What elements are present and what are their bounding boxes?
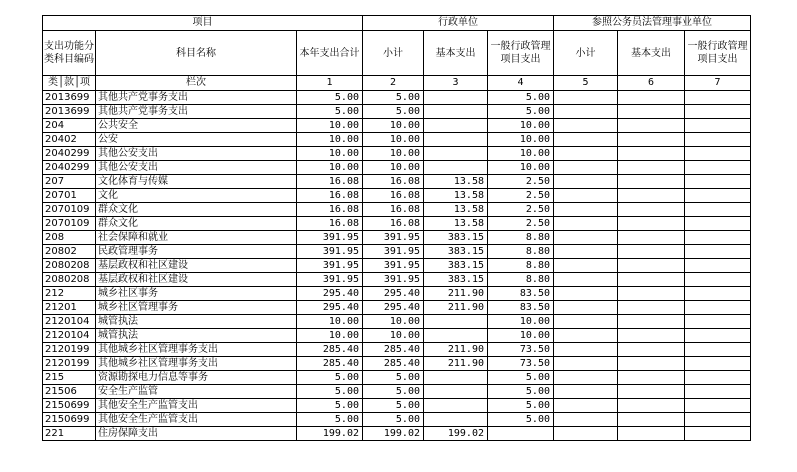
row-ref-general-admin — [685, 357, 751, 371]
row-ref-general-admin — [685, 119, 751, 133]
table-row — [43, 245, 751, 259]
row-subtotal: 10.00 — [363, 147, 424, 161]
row-subject-name: 社会保障和就业 — [96, 231, 297, 245]
row-total: 5.00 — [297, 385, 363, 399]
table-row — [43, 231, 751, 245]
row-subtotal: 5.00 — [363, 371, 424, 385]
row-code: 207 — [43, 175, 96, 189]
row-ref-basic — [618, 259, 685, 273]
header-xiang: 项 — [80, 77, 91, 88]
header-col-4: 4 — [488, 76, 554, 91]
row-subject-name: 城管执法 — [96, 329, 297, 343]
header-col-3: 3 — [424, 76, 488, 91]
row-general-admin: 5.00 — [488, 399, 554, 413]
header-col-7: 7 — [685, 76, 751, 91]
row-general-admin: 83.50 — [488, 301, 554, 315]
row-ref-basic — [618, 203, 685, 217]
row-basic — [424, 315, 488, 329]
header-general-admin: 一般行政管理项目支出 — [488, 31, 554, 76]
row-basic: 383.15 — [424, 259, 488, 273]
table-row — [43, 427, 751, 441]
row-total: 5.00 — [297, 371, 363, 385]
row-ref-subtotal — [554, 413, 618, 427]
row-ref-basic — [618, 413, 685, 427]
row-total: 199.02 — [297, 427, 363, 441]
row-ref-basic — [618, 329, 685, 343]
row-ref-basic — [618, 189, 685, 203]
row-ref-general-admin — [685, 287, 751, 301]
row-subject-name: 文化体育与传媒 — [96, 175, 297, 189]
row-subject-name: 资源勘探电力信息等事务 — [96, 371, 297, 385]
header-col-5: 5 — [554, 76, 618, 91]
row-subject-name: 其他公安支出 — [96, 147, 297, 161]
row-code: 2120104 — [43, 329, 96, 343]
row-ref-subtotal — [554, 245, 618, 259]
table-row — [43, 161, 751, 175]
row-basic: 383.15 — [424, 245, 488, 259]
row-general-admin: 2.50 — [488, 189, 554, 203]
row-basic: 13.58 — [424, 175, 488, 189]
row-ref-general-admin — [685, 371, 751, 385]
row-general-admin: 10.00 — [488, 119, 554, 133]
table-row — [43, 413, 751, 427]
row-general-admin: 5.00 — [488, 413, 554, 427]
table-row — [43, 329, 751, 343]
row-ref-subtotal — [554, 357, 618, 371]
row-basic: 211.90 — [424, 301, 488, 315]
row-ref-basic — [618, 301, 685, 315]
row-basic — [424, 161, 488, 175]
table-row — [43, 175, 751, 189]
row-ref-subtotal — [554, 301, 618, 315]
header-ref-subtotal: 小计 — [554, 31, 618, 76]
row-subtotal: 5.00 — [363, 413, 424, 427]
row-subtotal: 10.00 — [363, 119, 424, 133]
row-ref-subtotal — [554, 189, 618, 203]
table-row — [43, 147, 751, 161]
row-ref-general-admin — [685, 427, 751, 441]
row-code: 21506 — [43, 385, 96, 399]
row-ref-basic — [618, 91, 685, 105]
row-ref-general-admin — [685, 315, 751, 329]
row-general-admin: 10.00 — [488, 133, 554, 147]
row-subtotal: 391.95 — [363, 259, 424, 273]
row-basic — [424, 371, 488, 385]
row-ref-basic — [618, 371, 685, 385]
table-row — [43, 343, 751, 357]
row-subject-name: 其他共产党事务支出 — [96, 91, 297, 105]
row-ref-basic — [618, 147, 685, 161]
row-total: 10.00 — [297, 315, 363, 329]
row-subject-name: 其他安全生产监管支出 — [96, 399, 297, 413]
row-ref-subtotal — [554, 133, 618, 147]
row-total: 5.00 — [297, 399, 363, 413]
row-code: 21201 — [43, 301, 96, 315]
row-total: 10.00 — [297, 147, 363, 161]
row-code: 2080208 — [43, 259, 96, 273]
row-code: 215 — [43, 371, 96, 385]
row-ref-subtotal — [554, 217, 618, 231]
row-total: 285.40 — [297, 357, 363, 371]
row-ref-basic — [618, 231, 685, 245]
row-general-admin: 8.80 — [488, 259, 554, 273]
table-row — [43, 287, 751, 301]
row-ref-general-admin — [685, 217, 751, 231]
table-row — [43, 315, 751, 329]
row-ref-basic — [618, 161, 685, 175]
table-row — [43, 385, 751, 399]
row-subject-name: 文化 — [96, 189, 297, 203]
row-ref-subtotal — [554, 231, 618, 245]
row-total: 5.00 — [297, 105, 363, 119]
row-ref-basic — [618, 105, 685, 119]
row-code: 2070109 — [43, 217, 96, 231]
row-ref-general-admin — [685, 203, 751, 217]
row-code: 2120199 — [43, 343, 96, 357]
row-ref-general-admin — [685, 91, 751, 105]
row-total: 16.08 — [297, 189, 363, 203]
row-subject-name: 公共安全 — [96, 119, 297, 133]
row-code: 20802 — [43, 245, 96, 259]
row-basic: 13.58 — [424, 217, 488, 231]
row-general-admin: 8.80 — [488, 245, 554, 259]
row-general-admin: 2.50 — [488, 175, 554, 189]
row-basic — [424, 385, 488, 399]
row-ref-basic — [618, 119, 685, 133]
row-code: 2150699 — [43, 413, 96, 427]
row-ref-general-admin — [685, 329, 751, 343]
row-general-admin: 5.00 — [488, 371, 554, 385]
row-total: 391.95 — [297, 231, 363, 245]
row-ref-general-admin — [685, 189, 751, 203]
row-code: 2120104 — [43, 315, 96, 329]
row-code: 204 — [43, 119, 96, 133]
row-code: 2013699 — [43, 105, 96, 119]
row-ref-general-admin — [685, 413, 751, 427]
row-total: 16.08 — [297, 217, 363, 231]
row-subtotal: 295.40 — [363, 287, 424, 301]
row-code: 20402 — [43, 133, 96, 147]
row-ref-subtotal — [554, 427, 618, 441]
row-subject-name: 基层政权和社区建设 — [96, 273, 297, 287]
row-general-admin: 8.80 — [488, 231, 554, 245]
row-general-admin: 73.50 — [488, 357, 554, 371]
header-subtotal: 小计 — [363, 31, 424, 76]
row-subtotal: 10.00 — [363, 161, 424, 175]
row-ref-general-admin — [685, 245, 751, 259]
row-subject-name: 其他城乡社区管理事务支出 — [96, 343, 297, 357]
row-general-admin: 5.00 — [488, 91, 554, 105]
row-code: 2080208 — [43, 273, 96, 287]
row-subtotal: 391.95 — [363, 245, 424, 259]
row-subtotal: 10.00 — [363, 133, 424, 147]
row-basic: 211.90 — [424, 287, 488, 301]
row-subtotal: 295.40 — [363, 301, 424, 315]
row-subject-name: 公安 — [96, 133, 297, 147]
row-total: 10.00 — [297, 133, 363, 147]
row-code: 221 — [43, 427, 96, 441]
row-basic — [424, 329, 488, 343]
header-col-2: 2 — [363, 76, 424, 91]
row-code: 2070109 — [43, 203, 96, 217]
row-ref-basic — [618, 357, 685, 371]
row-subtotal: 391.95 — [363, 231, 424, 245]
header-admin-unit: 行政单位 — [363, 16, 554, 31]
row-total: 285.40 — [297, 343, 363, 357]
table-row — [43, 273, 751, 287]
row-ref-subtotal — [554, 315, 618, 329]
header-func-code: 支出功能分类科目编码 — [43, 31, 96, 76]
row-subject-name: 群众文化 — [96, 217, 297, 231]
row-ref-general-admin — [685, 231, 751, 245]
row-ref-subtotal — [554, 119, 618, 133]
row-subject-name: 其他共产党事务支出 — [96, 105, 297, 119]
header-ref-basic: 基本支出 — [618, 31, 685, 76]
row-total: 5.00 — [297, 413, 363, 427]
row-code: 2040299 — [43, 147, 96, 161]
table-row — [43, 133, 751, 147]
table-row — [43, 357, 751, 371]
row-ref-general-admin — [685, 161, 751, 175]
row-general-admin: 10.00 — [488, 147, 554, 161]
row-subtotal: 16.08 — [363, 189, 424, 203]
header-lei: 类 — [47, 77, 58, 88]
row-general-admin: 73.50 — [488, 343, 554, 357]
row-general-admin: 5.00 — [488, 105, 554, 119]
table-row — [43, 371, 751, 385]
row-ref-subtotal — [554, 273, 618, 287]
header-col-1: 1 — [297, 76, 363, 91]
header-ref-unit: 参照公务员法管理事业单位 — [554, 16, 751, 31]
row-general-admin: 8.80 — [488, 273, 554, 287]
header-kuan: 款 — [64, 77, 74, 88]
row-ref-general-admin — [685, 273, 751, 287]
row-basic: 383.15 — [424, 273, 488, 287]
table-row — [43, 259, 751, 273]
row-ref-basic — [618, 273, 685, 287]
row-ref-subtotal — [554, 203, 618, 217]
row-ref-subtotal — [554, 371, 618, 385]
row-total: 10.00 — [297, 329, 363, 343]
row-subtotal: 16.08 — [363, 217, 424, 231]
row-ref-subtotal — [554, 161, 618, 175]
row-total: 10.00 — [297, 161, 363, 175]
table-row — [43, 399, 751, 413]
row-basic: 199.02 — [424, 427, 488, 441]
row-ref-basic — [618, 427, 685, 441]
row-basic — [424, 399, 488, 413]
row-ref-subtotal — [554, 105, 618, 119]
row-subtotal: 199.02 — [363, 427, 424, 441]
table-row — [43, 189, 751, 203]
row-total: 5.00 — [297, 91, 363, 105]
row-ref-subtotal — [554, 385, 618, 399]
row-ref-general-admin — [685, 175, 751, 189]
header-lei-kuan-xiang: 类│款│项 — [43, 76, 96, 91]
row-total: 391.95 — [297, 259, 363, 273]
row-ref-general-admin — [685, 343, 751, 357]
row-ref-subtotal — [554, 329, 618, 343]
row-code: 2013699 — [43, 91, 96, 105]
expenditure-table — [42, 15, 751, 441]
row-subject-name: 安全生产监管 — [96, 385, 297, 399]
table-row — [43, 119, 751, 133]
row-ref-subtotal — [554, 175, 618, 189]
row-basic: 13.58 — [424, 189, 488, 203]
table-row — [43, 203, 751, 217]
row-subtotal: 5.00 — [363, 105, 424, 119]
header-lanci: 栏次 — [96, 76, 297, 91]
row-code: 2150699 — [43, 399, 96, 413]
row-code: 2040299 — [43, 161, 96, 175]
row-subject-name: 城乡社区管理事务 — [96, 301, 297, 315]
row-basic: 383.15 — [424, 231, 488, 245]
row-basic — [424, 133, 488, 147]
row-total: 391.95 — [297, 245, 363, 259]
row-basic — [424, 105, 488, 119]
header-row-2 — [43, 31, 751, 76]
row-general-admin: 2.50 — [488, 203, 554, 217]
row-subject-name: 城乡社区事务 — [96, 287, 297, 301]
row-ref-subtotal — [554, 91, 618, 105]
row-basic: 211.90 — [424, 357, 488, 371]
row-ref-basic — [618, 245, 685, 259]
row-subtotal: 5.00 — [363, 385, 424, 399]
row-code: 208 — [43, 231, 96, 245]
row-basic — [424, 119, 488, 133]
row-general-admin — [488, 427, 554, 441]
row-ref-basic — [618, 217, 685, 231]
table-row — [43, 217, 751, 231]
row-subject-name: 其他城乡社区管理事务支出 — [96, 357, 297, 371]
row-subject-name: 其他公安支出 — [96, 161, 297, 175]
row-general-admin: 2.50 — [488, 217, 554, 231]
row-general-admin: 83.50 — [488, 287, 554, 301]
row-ref-general-admin — [685, 259, 751, 273]
row-subject-name: 群众文化 — [96, 203, 297, 217]
row-basic — [424, 147, 488, 161]
row-subject-name: 其他安全生产监管支出 — [96, 413, 297, 427]
row-ref-basic — [618, 315, 685, 329]
header-col-6: 6 — [618, 76, 685, 91]
row-general-admin: 10.00 — [488, 315, 554, 329]
row-subtotal: 16.08 — [363, 175, 424, 189]
row-ref-general-admin — [685, 147, 751, 161]
header-subject-name: 科目名称 — [96, 31, 297, 76]
row-subtotal: 5.00 — [363, 399, 424, 413]
header-row-3 — [43, 76, 751, 91]
row-general-admin: 10.00 — [488, 161, 554, 175]
row-code: 2120199 — [43, 357, 96, 371]
row-ref-basic — [618, 343, 685, 357]
row-total: 16.08 — [297, 175, 363, 189]
row-subtotal: 285.40 — [363, 357, 424, 371]
row-ref-subtotal — [554, 259, 618, 273]
row-subtotal: 16.08 — [363, 203, 424, 217]
row-basic: 13.58 — [424, 203, 488, 217]
row-general-admin: 10.00 — [488, 329, 554, 343]
table-row — [43, 105, 751, 119]
row-basic — [424, 413, 488, 427]
header-row-1 — [43, 16, 751, 31]
row-basic — [424, 91, 488, 105]
row-total: 10.00 — [297, 119, 363, 133]
row-ref-general-admin — [685, 133, 751, 147]
row-basic: 211.90 — [424, 343, 488, 357]
row-ref-subtotal — [554, 287, 618, 301]
table-row — [43, 91, 751, 105]
row-total: 295.40 — [297, 301, 363, 315]
row-ref-general-admin — [685, 105, 751, 119]
row-total: 16.08 — [297, 203, 363, 217]
row-ref-general-admin — [685, 385, 751, 399]
row-ref-subtotal — [554, 343, 618, 357]
header-item: 项目 — [43, 16, 363, 31]
row-subject-name: 民政管理事务 — [96, 245, 297, 259]
row-subtotal: 10.00 — [363, 329, 424, 343]
row-ref-basic — [618, 175, 685, 189]
row-subtotal: 391.95 — [363, 273, 424, 287]
table-row — [43, 301, 751, 315]
row-ref-basic — [618, 287, 685, 301]
row-subject-name: 城管执法 — [96, 315, 297, 329]
row-subtotal: 285.40 — [363, 343, 424, 357]
row-subtotal: 5.00 — [363, 91, 424, 105]
header-total: 本年支出合计 — [297, 31, 363, 76]
row-ref-basic — [618, 133, 685, 147]
header-ref-general-admin: 一般行政管理项目支出 — [685, 31, 751, 76]
row-ref-general-admin — [685, 301, 751, 315]
row-code: 20701 — [43, 189, 96, 203]
row-ref-basic — [618, 399, 685, 413]
row-code: 212 — [43, 287, 96, 301]
row-subtotal: 10.00 — [363, 315, 424, 329]
row-ref-basic — [618, 385, 685, 399]
row-subject-name: 住房保障支出 — [96, 427, 297, 441]
row-subject-name: 基层政权和社区建设 — [96, 259, 297, 273]
row-total: 391.95 — [297, 273, 363, 287]
row-ref-general-admin — [685, 399, 751, 413]
header-basic: 基本支出 — [424, 31, 488, 76]
row-general-admin: 5.00 — [488, 385, 554, 399]
row-total: 295.40 — [297, 287, 363, 301]
row-ref-subtotal — [554, 399, 618, 413]
row-ref-subtotal — [554, 147, 618, 161]
